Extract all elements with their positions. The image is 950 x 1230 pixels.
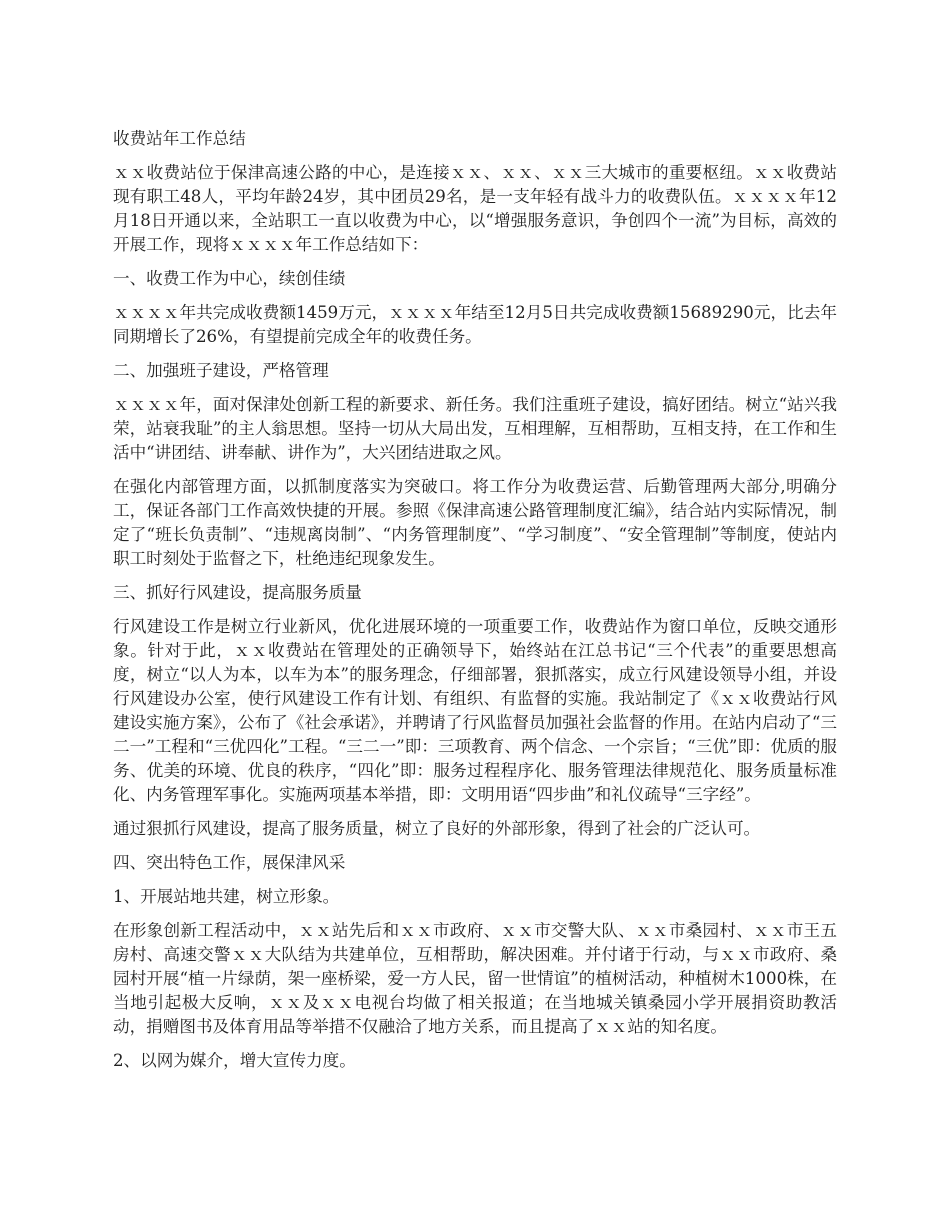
paragraph-intro: ｘｘ收费站位于保津高速公路的中心，是连接ｘｘ、ｘｘ、ｘｘ三大城市的重要枢纽。ｘｘ收费站现有职工48人，平均年龄24岁，其中团员29名，是一支年轻有战斗力的收费队伍。ｘｘｘｘ年12月18日开通以来，全站职工一直以收费为中心，以“增强服务意识，争创四个一流”为目标，高效的开展工作，现将ｘｘｘｘ年工作总结如下： — [113, 163, 837, 254]
subsection-heading-1: 1、开展站地共建，树立形象。 — [113, 887, 340, 906]
section-heading-1: 一、收费工作为中心，续创佳绩 — [113, 269, 346, 288]
paragraph-internal-management: 在强化内部管理方面，以抓制度落实为突破口。将工作分为收费运营、后勤管理两大部分,明确分工，保证各部门工作高效快捷的开展。参照《保津高速公路管理制度汇编》，结合站内实际情况，制定了“班长负责制”、“违规离岗制”、“内务管理制度”、“学习制度”、“安全管理制”等制度，使站内职工时刻处于监督之下，杜绝违纪现象发生。 — [113, 477, 837, 568]
section-heading-3: 三、抓好行风建设，提高服务质量 — [113, 583, 362, 602]
paragraph-toll-revenue: ｘｘｘｘ年共完成收费额1459万元，ｘｘｘｘ年结至12月5日共完成收费额15689290元，比去年同期增长了26%，有望提前完成全年的收费任务。 — [113, 303, 837, 346]
paragraph-conduct-result: 通过狠抓行风建设，提高了服务质量，树立了良好的外部形象，得到了社会的广泛认可。 — [113, 819, 761, 838]
section-heading-2: 二、加强班子建设，严格管理 — [113, 361, 329, 380]
subsection-heading-2: 2、以网为媒介，增大宣传力度。 — [113, 1051, 356, 1070]
paragraph-team-building: ｘｘｘｘ年，面对保津处创新工程的新要求、新任务。我们注重班子建设，搞好团结。树立“站兴我荣，站衰我耻”的主人翁思想。坚持一切从大局出发，互相理解，互相帮助，互相支持，在工作和生活中“讲团结、讲奉献、讲作为”，大兴团结进取之风。 — [113, 395, 837, 462]
document-title: 收费站年工作总结 — [113, 129, 246, 148]
section-heading-4: 四、突出特色工作，展保津风采 — [113, 853, 346, 872]
paragraph-conduct-building: 行风建设工作是树立行业新风，优化进展环境的一项重要工作，收费站作为窗口单位，反映交通形象。针对于此，ｘｘ收费站在管理处的正确领导下，始终站在江总书记“三个代表”的重要思想高度，树立“以人为本，以车为本”的服务理念，仔细部署，狠抓落实，成立行风建设领导小组，并设行风建设办公室，使行风建设工作有计划、有组织、有监督的实施。我站制定了《ｘｘ收费站行风建设实施方案》，公布了《社会承诺》，并聘请了行风监督员加强社会监督的作用。在站内启动了“三二一”工程和“三优四化”工程。“三二一”即：三项教育、两个信念、一个宗旨；“三优”即：优质的服务、优美的环境、优良的秩序，“四化”即：服务过程程序化、服务管理法律规范化、服务质量标准化、内务管理军事化。实施两项基本举措，即：文明用语“四步曲”和礼仪疏导“三字经”。 — [113, 617, 837, 804]
paragraph-joint-construction: 在形象创新工程活动中，ｘｘ站先后和ｘｘ市政府、ｘｘ市交警大队、ｘｘ市桑园村、ｘｘ市王五房村、高速交警ｘｘ大队结为共建单位，互相帮助，解决困难。并付诸于行动，与ｘｘ市政府、桑园村开展“植一片绿荫，架一座桥梁，爱一方人民，留一世情谊”的植树活动，种植树木1000株，在当地引起极大反响，ｘｘ及ｘｘ电视台均做了相关报道；在当地城关镇桑园小学开展捐资助教活动，捐赠图书及体育用品等举措不仅融洽了地方关系，而且提高了ｘｘ站的知名度。 — [113, 921, 837, 1036]
